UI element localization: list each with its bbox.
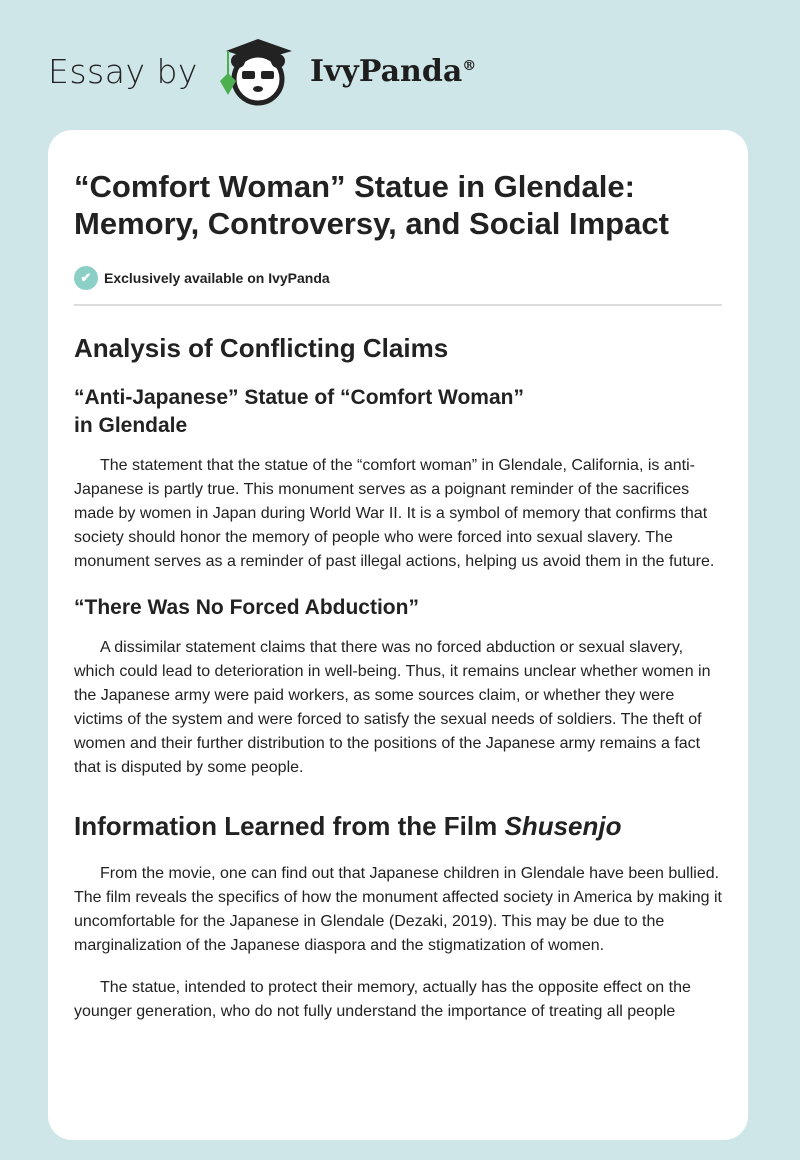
exclusive-badge: ✔ Exclusively available on IvyPanda [74,266,722,306]
subsection-heading: “Anti-Japanese” Statue of “Comfort Woman” in Glendale [74,386,524,437]
subsection-heading: “There Was No Forced Abduction” [74,596,419,619]
site-header [48,36,476,106]
brand-name: IvyPanda® [309,53,477,89]
essay-card [48,130,748,1140]
paragraph: The statement that the statue of the “comfort woman” in Glendale, California, is anti-Japanese is partly true. This monument serves as a poignant reminder of the sacrifices made by women in Japan during World War II. It is a symbol of memory that confirms that society should honor the memory of people who were forced into sexual slavery. The monument serves as a reminder of past illegal actions, helping us avoid them in the future. [74,457,715,570]
paragraph: The statue, intended to protect their memory, actually has the opposite effect on the younger generation, who do not fully understand the importance of treating all people [74,979,691,1020]
panda-logo-icon [216,35,302,107]
section-heading: Analysis of Conflicting Claims [74,333,449,363]
paragraph: A dissimilar statement claims that there was no forced abduction or sexual slavery, which could lead to deterioration in well-being. Thus, it remains unclear whether women in the Japanese army were paid workers, as some sources claim, or whether they were victims of the system and were forced to satisfy the sexual needs of soldiers. The theft of women and their further distribution to the positions of the Japanese army remains a fact that is disputed by some people. [74,639,711,776]
essay-title: “Comfort Woman” Statue in Glendale: Memory, Controversy, and Social Impact [74,169,669,241]
essay-by-label: Essay by [48,51,198,91]
section-heading: Information Learned from the Film Shusenjo [74,811,622,841]
paragraph: From the movie, one can find out that Japanese children in Glendale have been bullied. The film reveals the specifics of how the monument affected society in America by making it uncomfortable for the Japanese in Glendale (Dezaki, 2019). This may be due to the marginalization of the Japanese diaspora and the stigmatization of women. [74,865,722,954]
check-icon: ✔ [74,266,98,290]
